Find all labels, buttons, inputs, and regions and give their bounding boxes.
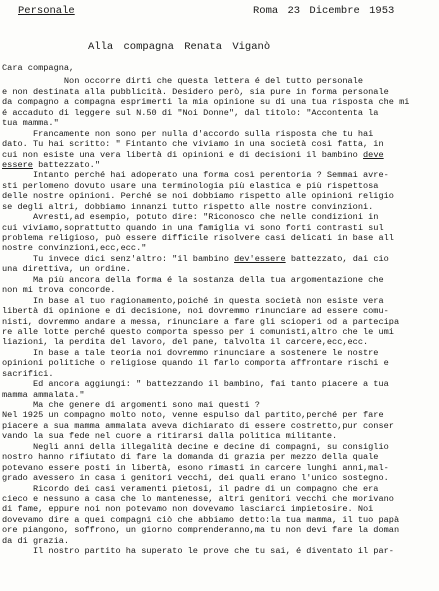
text-line: Non occorre dirti che questa lettera é del tutto personale: [2, 76, 363, 87]
text-line: mamma ammalata.": [2, 389, 85, 400]
text-line: cieco e nessuno a casa che lo mantenesse, altri genitori vecchi che morivano: [2, 493, 394, 504]
text-line: e non destinata alla pubblicità. Desidero però, sia pure in forma personale: [2, 86, 389, 97]
text-line: problema religioso, può essere difficile risolvere casi delicati in base all: [2, 233, 394, 243]
text-line: nostro hanno rifiutato di fare la domanda di grazia per mezzo della quale: [2, 452, 379, 463]
text-line: Ed ancora aggiungi: " battezzando il bambino, fai tanto piacere a tua: [2, 379, 389, 390]
text-line: liazioni, la perdita del lavoro, del pane, talvolta il carcere,ecc,ecc.: [2, 337, 369, 348]
text-line: Avresti,ad esempio, potuto dire: "Riconosco che nelle condizioni in: [2, 212, 379, 223]
text-line: da di grazia.: [2, 535, 70, 546]
salutation: Cara compagna,: [2, 63, 75, 73]
place-date: Roma 23 Dicembre 1953: [253, 5, 395, 17]
text-line: se degli altri, dobbiamo innanzi tutto rispetto alle nostre convinzioni.: [2, 201, 374, 212]
text-line: Intanto perché hai adoperato una forma così perentoria ? Semmai avre-: [2, 170, 389, 181]
text-line: cui viviamo,soprattutto quando in una famiglia vi sono forti contrasti sul: [2, 222, 384, 233]
text-line: da compagno a compagna esprimerti la mia opinione su di una tua risposta che mi: [2, 97, 410, 108]
text-line-with-underline: [2, 254, 436, 264]
text-line: ore piangono, soffrono, un giorno comprenderanno,ma tu non devi fare la doman: [2, 525, 400, 536]
text-line: nostre convinzioni,ecc,ecc.": [2, 243, 147, 254]
text-line: Ma più ancora della forma é la sostanza della tua argomentazione che: [2, 274, 384, 285]
text-line: é accaduto di leggere sul N.50 di "Noi Donne", dal titolo: "Accontenta la: [2, 107, 379, 118]
text-line: sacrifici.: [2, 368, 54, 379]
text-line: Francamente non sono per nulla d'accordo sulla risposta che tu hai: [2, 128, 374, 139]
text-line: [2, 160, 436, 170]
letter-body: [2, 63, 436, 557]
text-fragment: Tu invece dici senz'altro: "il bambino: [2, 253, 235, 264]
section-label: Personale: [18, 5, 75, 17]
text-line: libertà di opinione e di decisione, noi dovremmo rinunciare ad essere comu-: [2, 306, 389, 317]
text-line: Negli anni della illegalità decine e decine di compagni, su consiglio: [2, 441, 389, 452]
text-line: piacere a sua mamma ammalata aveva dichiarato di essere costretto,pur conser: [2, 420, 394, 431]
text-line: Il nostro partito ha superato le prove che tu sai, é diventato il par-: [2, 546, 394, 557]
text-fragment: battezzato, dai cio: [285, 253, 389, 264]
text-line: In base a tale teoria noi dovremmo rinunciare a sostenere le nostre: [2, 347, 379, 358]
text-line: nisti, dovremmo andare a messa, rinunciare a fare gli scioperi od a partecipa: [2, 316, 400, 327]
underlined-phrase: deve: [363, 149, 384, 160]
text-fragment: cui non esiste una vera libertà di opinioni e di decisioni il bambino: [2, 149, 363, 160]
text-line: tua mamma.": [2, 118, 59, 129]
text-line: dato. Tu hai scritto: " Fintanto che viviamo in una società così fatta, in: [2, 139, 384, 150]
text-line: vando la sua fede nel cuore a ritirarsi dalla politica militante.: [2, 431, 338, 442]
text-line: sti perlomeno dovuto usare una terminologia più elastica e più rispettosa: [2, 180, 379, 191]
text-line: potevano essere posti in libertà, esono rimasti in carcere lunghi anni,mal-: [2, 462, 389, 473]
text-line: opinioni politiche o religiose quando il farlo comporta affrontare rischi e: [2, 358, 389, 369]
underlined-phrase: essere: [2, 159, 33, 170]
text-line-with-underline: [2, 150, 436, 160]
text-line: Nel 1925 un compagno molto noto, venne espulso dal partito,perché per fare: [2, 410, 384, 421]
addressee: Alla compagna Renata Viganò: [88, 41, 271, 53]
text-line: delle nostre opinioni. Perché se noi dobbiamo rispetto alle opinioni religio: [2, 191, 394, 202]
text-line: non mi trova concorde.: [2, 285, 116, 296]
text-line: re alle lotte perché questo comporta spesso per i comunisti,altro che le umi: [2, 326, 394, 337]
text-line: di fame, eppure noi non potevamo non dovevamo lasciarci impietosire. Noi: [2, 504, 374, 515]
text-line: Ma che genere di argomenti sono mai questi ?: [2, 400, 260, 410]
text-line: grado avessero in casa i genitori vecchi, dei quali erano l'unico sostegno.: [2, 473, 389, 484]
underlined-phrase: dev'essere: [234, 253, 286, 264]
text-line: dovevamo dire a quei compagni ciò che abbiamo detto:la tua mamma, il tuo papà: [2, 514, 400, 525]
text-line: In base al tuo ragionamento,poiché in questa società non esiste vera: [2, 295, 384, 306]
text-fragment: battezzato.": [32, 159, 100, 170]
text-line: una direttiva, un ordine.: [2, 264, 131, 275]
text-line: Ricordo dei casi veramenti pietosi, il padre di un compagno che era: [2, 483, 379, 494]
